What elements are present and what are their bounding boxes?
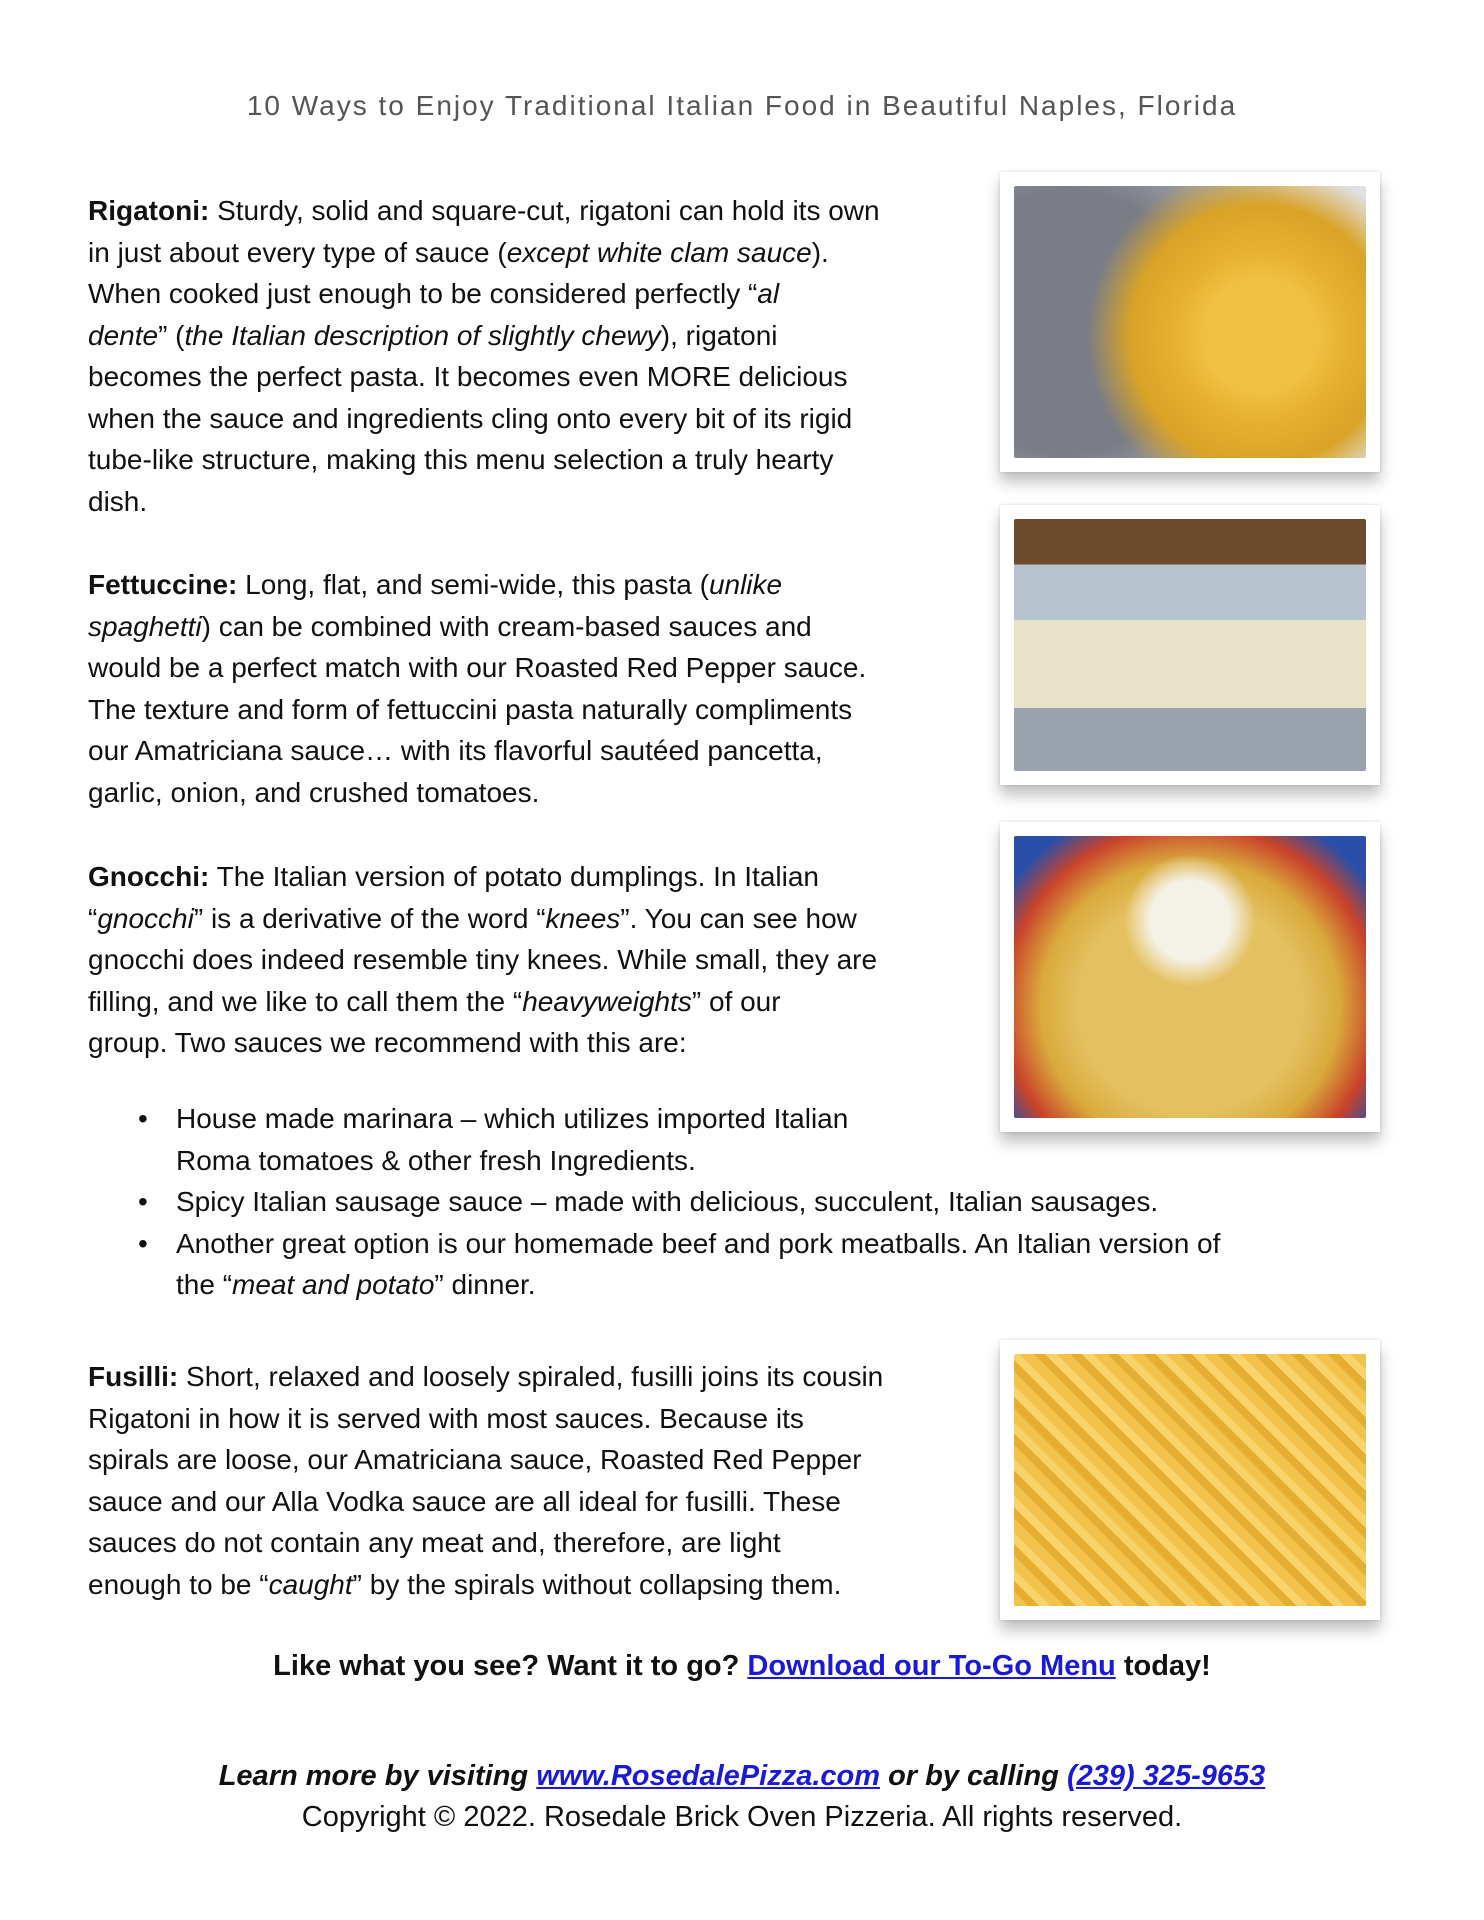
fusilli-photo <box>1000 1340 1380 1620</box>
text: in just about every type of sauce ( <box>88 236 507 268</box>
text: ” ( <box>158 319 185 351</box>
gnocchi-label: Gnocchi: <box>88 861 210 892</box>
text: The Italian version of potato dumplings. In Italian <box>209 861 819 892</box>
text: ). <box>811 236 829 268</box>
copyright: Copyright © 2022. Rosedale Brick Oven Pizzeria. All rights reserved. <box>301 1801 1183 1833</box>
rigatoni-label: Rigatoni: <box>88 195 210 226</box>
gnocchi-sauce-list <box>88 1098 1220 1306</box>
fettuccine-label: Fettuccine: <box>88 569 238 600</box>
text: when the sauce and ingredients cling onto every bit of its rigid <box>88 402 853 434</box>
text: Rigatoni in how it is served with most sauces. Because its <box>88 1402 804 1434</box>
bullet: • <box>138 1186 148 1217</box>
fusilli-label: Fusilli: <box>88 1361 179 1392</box>
text-italic: unlike <box>708 569 783 600</box>
text-italic: except white clam sauce <box>506 236 812 268</box>
section-fusilli <box>88 1356 883 1605</box>
text: Long, flat, and semi-wide, this pasta ( <box>237 569 709 600</box>
text-italic: meat and potato <box>232 1269 435 1300</box>
text-italic: heavyweights <box>522 985 692 1017</box>
text: enough to be “ <box>88 1568 269 1600</box>
text: Spicy Italian sausage sauce – made with delicious, succulent, Italian sausages. <box>176 1186 1159 1217</box>
text: group. Two sauces we recommend with this are: <box>88 1027 687 1058</box>
text-italic: dente <box>88 319 159 351</box>
text: tube-like structure, making this menu selection a truly hearty <box>88 444 834 475</box>
cta-line <box>0 1650 1484 1683</box>
text: ” by the spirals without collapsing them. <box>352 1568 842 1600</box>
list-item <box>88 1223 1220 1306</box>
text: Sturdy, solid and square-cut, rigatoni can hold its own <box>209 195 880 226</box>
page-header: 10 Ways to Enjoy Traditional Italian Food in Beautiful Naples, Florida <box>246 90 1238 121</box>
text: Another great option is our homemade beef and pork meatballs. An Italian version of <box>176 1227 1221 1259</box>
text: would be a perfect match with our Roasted Red Pepper sauce. <box>88 652 867 683</box>
gnocchi-photo <box>1000 822 1380 1132</box>
text: becomes the perfect pasta. It becomes even MORE delicious <box>88 361 848 392</box>
text: the “ <box>176 1269 233 1300</box>
rigatoni-photo <box>1000 172 1380 472</box>
text: ” dinner. <box>434 1269 536 1300</box>
text: gnocchi does indeed resemble tiny knees. While small, they are <box>88 944 878 975</box>
text: Roma tomatoes & other fresh Ingredients. <box>176 1144 696 1176</box>
text: sauce and our Alla Vodka sauce are all ideal for fusilli. These <box>88 1485 841 1517</box>
text: Short, relaxed and loosely spiraled, fusilli joins its cousin <box>178 1361 884 1392</box>
download-menu-link[interactable]: Download our To-Go Menu <box>747 1650 1116 1682</box>
section-rigatoni <box>88 190 880 522</box>
text: dish. <box>88 485 148 517</box>
text-italic: gnocchi <box>97 902 194 934</box>
list-item <box>88 1181 1220 1223</box>
text: House made marinara – which utilizes imported Italian <box>176 1103 849 1134</box>
text: filling, and we like to call them the “ <box>88 985 523 1017</box>
bullet: • <box>138 1227 148 1259</box>
text: ) can be combined with cream-based sauces and <box>201 610 812 642</box>
text: ), rigatoni <box>660 319 778 351</box>
section-fettuccine <box>88 564 866 813</box>
section-gnocchi <box>88 856 877 1064</box>
text: garlic, onion, and crushed tomatoes. <box>88 776 540 808</box>
text: today! <box>1115 1650 1211 1682</box>
text: or by calling <box>880 1760 1067 1792</box>
text-italic: spaghetti <box>88 610 202 642</box>
text: our Amatriciana sauce… with its flavorful sautéed pancetta, <box>88 735 823 766</box>
text: Learn more by visiting <box>218 1760 537 1792</box>
text-italic: knees <box>545 902 621 934</box>
text: The texture and form of fettuccini pasta naturally compliments <box>88 693 853 725</box>
text-italic: al <box>757 278 780 309</box>
bullet: • <box>138 1103 148 1134</box>
text: ” is a derivative of the word “ <box>193 902 546 934</box>
website-link[interactable]: www.RosedalePizza.com <box>536 1760 881 1792</box>
footer-contact <box>0 1760 1484 1793</box>
text: sauces do not contain any meat and, therefore, are light <box>88 1527 781 1558</box>
text: When cooked just enough to be considered perfectly “ <box>88 278 758 309</box>
text: spirals are loose, our Amatriciana sauce, Roasted Red Pepper <box>88 1444 862 1475</box>
text-italic: caught <box>268 1568 353 1600</box>
list-item <box>88 1098 1220 1181</box>
text: ” of our <box>691 985 781 1017</box>
fettuccine-photo <box>1000 505 1380 785</box>
text: ”. You can see how <box>620 902 857 934</box>
phone-link[interactable]: (239) 325-9653 <box>1066 1760 1266 1792</box>
text: Like what you see? Want it to go? <box>273 1650 748 1682</box>
text-italic: the Italian description of slightly chewy <box>184 319 661 351</box>
text: “ <box>88 902 98 934</box>
